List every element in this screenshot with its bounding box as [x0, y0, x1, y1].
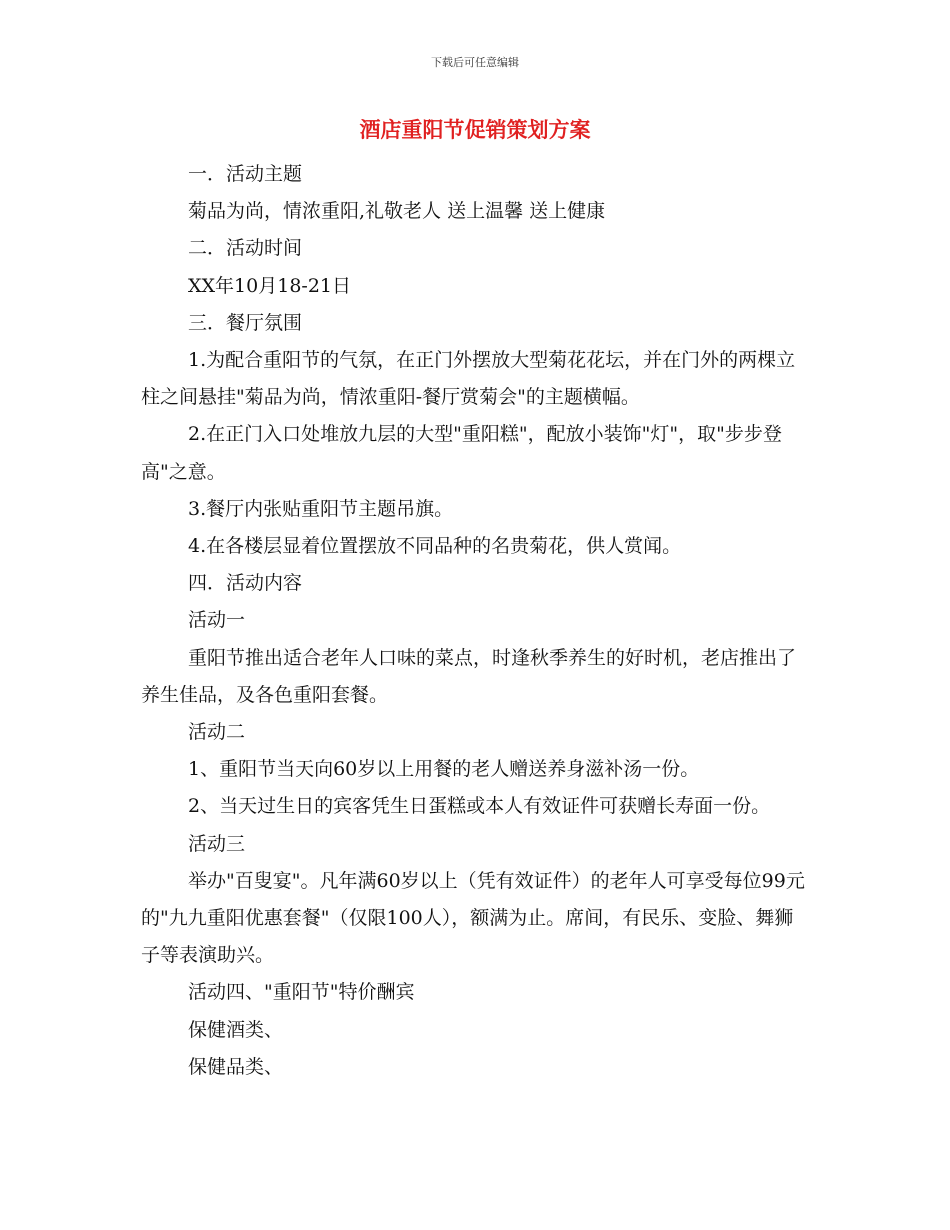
activity-2-heading: 活动二: [188, 721, 246, 744]
activity-3-heading: 活动三: [188, 832, 246, 855]
page-header-note: 下载后可任意编辑: [431, 56, 519, 69]
section-2-text: XX年10月18-21日: [188, 274, 352, 297]
activity-1-heading: 活动一: [188, 609, 246, 632]
activity-1-text: 重阳节推出适合老年人口味的菜点，时逢秋季养生的好时机，老店推出了养生佳品，及各色重阳套餐。: [141, 646, 797, 706]
section-3-heading: 三．餐厅氛围: [188, 311, 303, 334]
section-2-heading: 二．活动时间: [188, 237, 303, 260]
section-4-heading: 四．活动内容: [188, 572, 303, 595]
activity-2-paragraph-2: 2、当天过生日的宾客凭生日蛋糕或本人有效证件可获赠长寿面一份。: [188, 795, 771, 818]
section-3-paragraph-3: 3.餐厅内张贴重阳节主题吊旗。: [188, 497, 454, 520]
section-3-paragraph-2: 2.在正门入口处堆放九层的大型"重阳糕"，配放小装饰"灯"，取"步步登高"之意。: [141, 423, 782, 483]
section-3-paragraph-4: 4.在各楼层显着位置摆放不同品种的名贵菊花，供人赏闻。: [188, 535, 682, 558]
section-1-heading: 一．活动主题: [188, 163, 303, 185]
activity-3-text: 举办"百叟宴"。凡年满60岁以上（凭有效证件）的老年人可享受每位99元的"九九重阳优惠套餐"（仅限100人），额满为止。席间，有民乐、变脸、舞狮子等表演助兴。: [141, 869, 805, 967]
activity-4-item-1: 保健酒类、: [188, 1018, 284, 1041]
section-1-text: 菊品为尚，情浓重阳,礼敬老人 送上温馨 送上健康: [188, 200, 606, 223]
activity-4-heading: 活动四、"重阳节"特价酬宾: [188, 981, 415, 1004]
section-3-paragraph-1: 1.为配合重阳节的气氛，在正门外摆放大型菊花花坛，并在门外的两棵立柱之间悬挂"菊品为尚，情浓重阳-餐厅赏菊会"的主题横幅。: [141, 349, 796, 409]
document-title: 酒店重阳节促销策划方案: [359, 117, 591, 142]
activity-2-paragraph-1: 1、重阳节当天向60岁以上用餐的老人赠送养身滋补汤一份。: [188, 758, 700, 781]
activity-4-item-2: 保健品类、: [188, 1055, 284, 1078]
document-body: [141, 156, 811, 1086]
